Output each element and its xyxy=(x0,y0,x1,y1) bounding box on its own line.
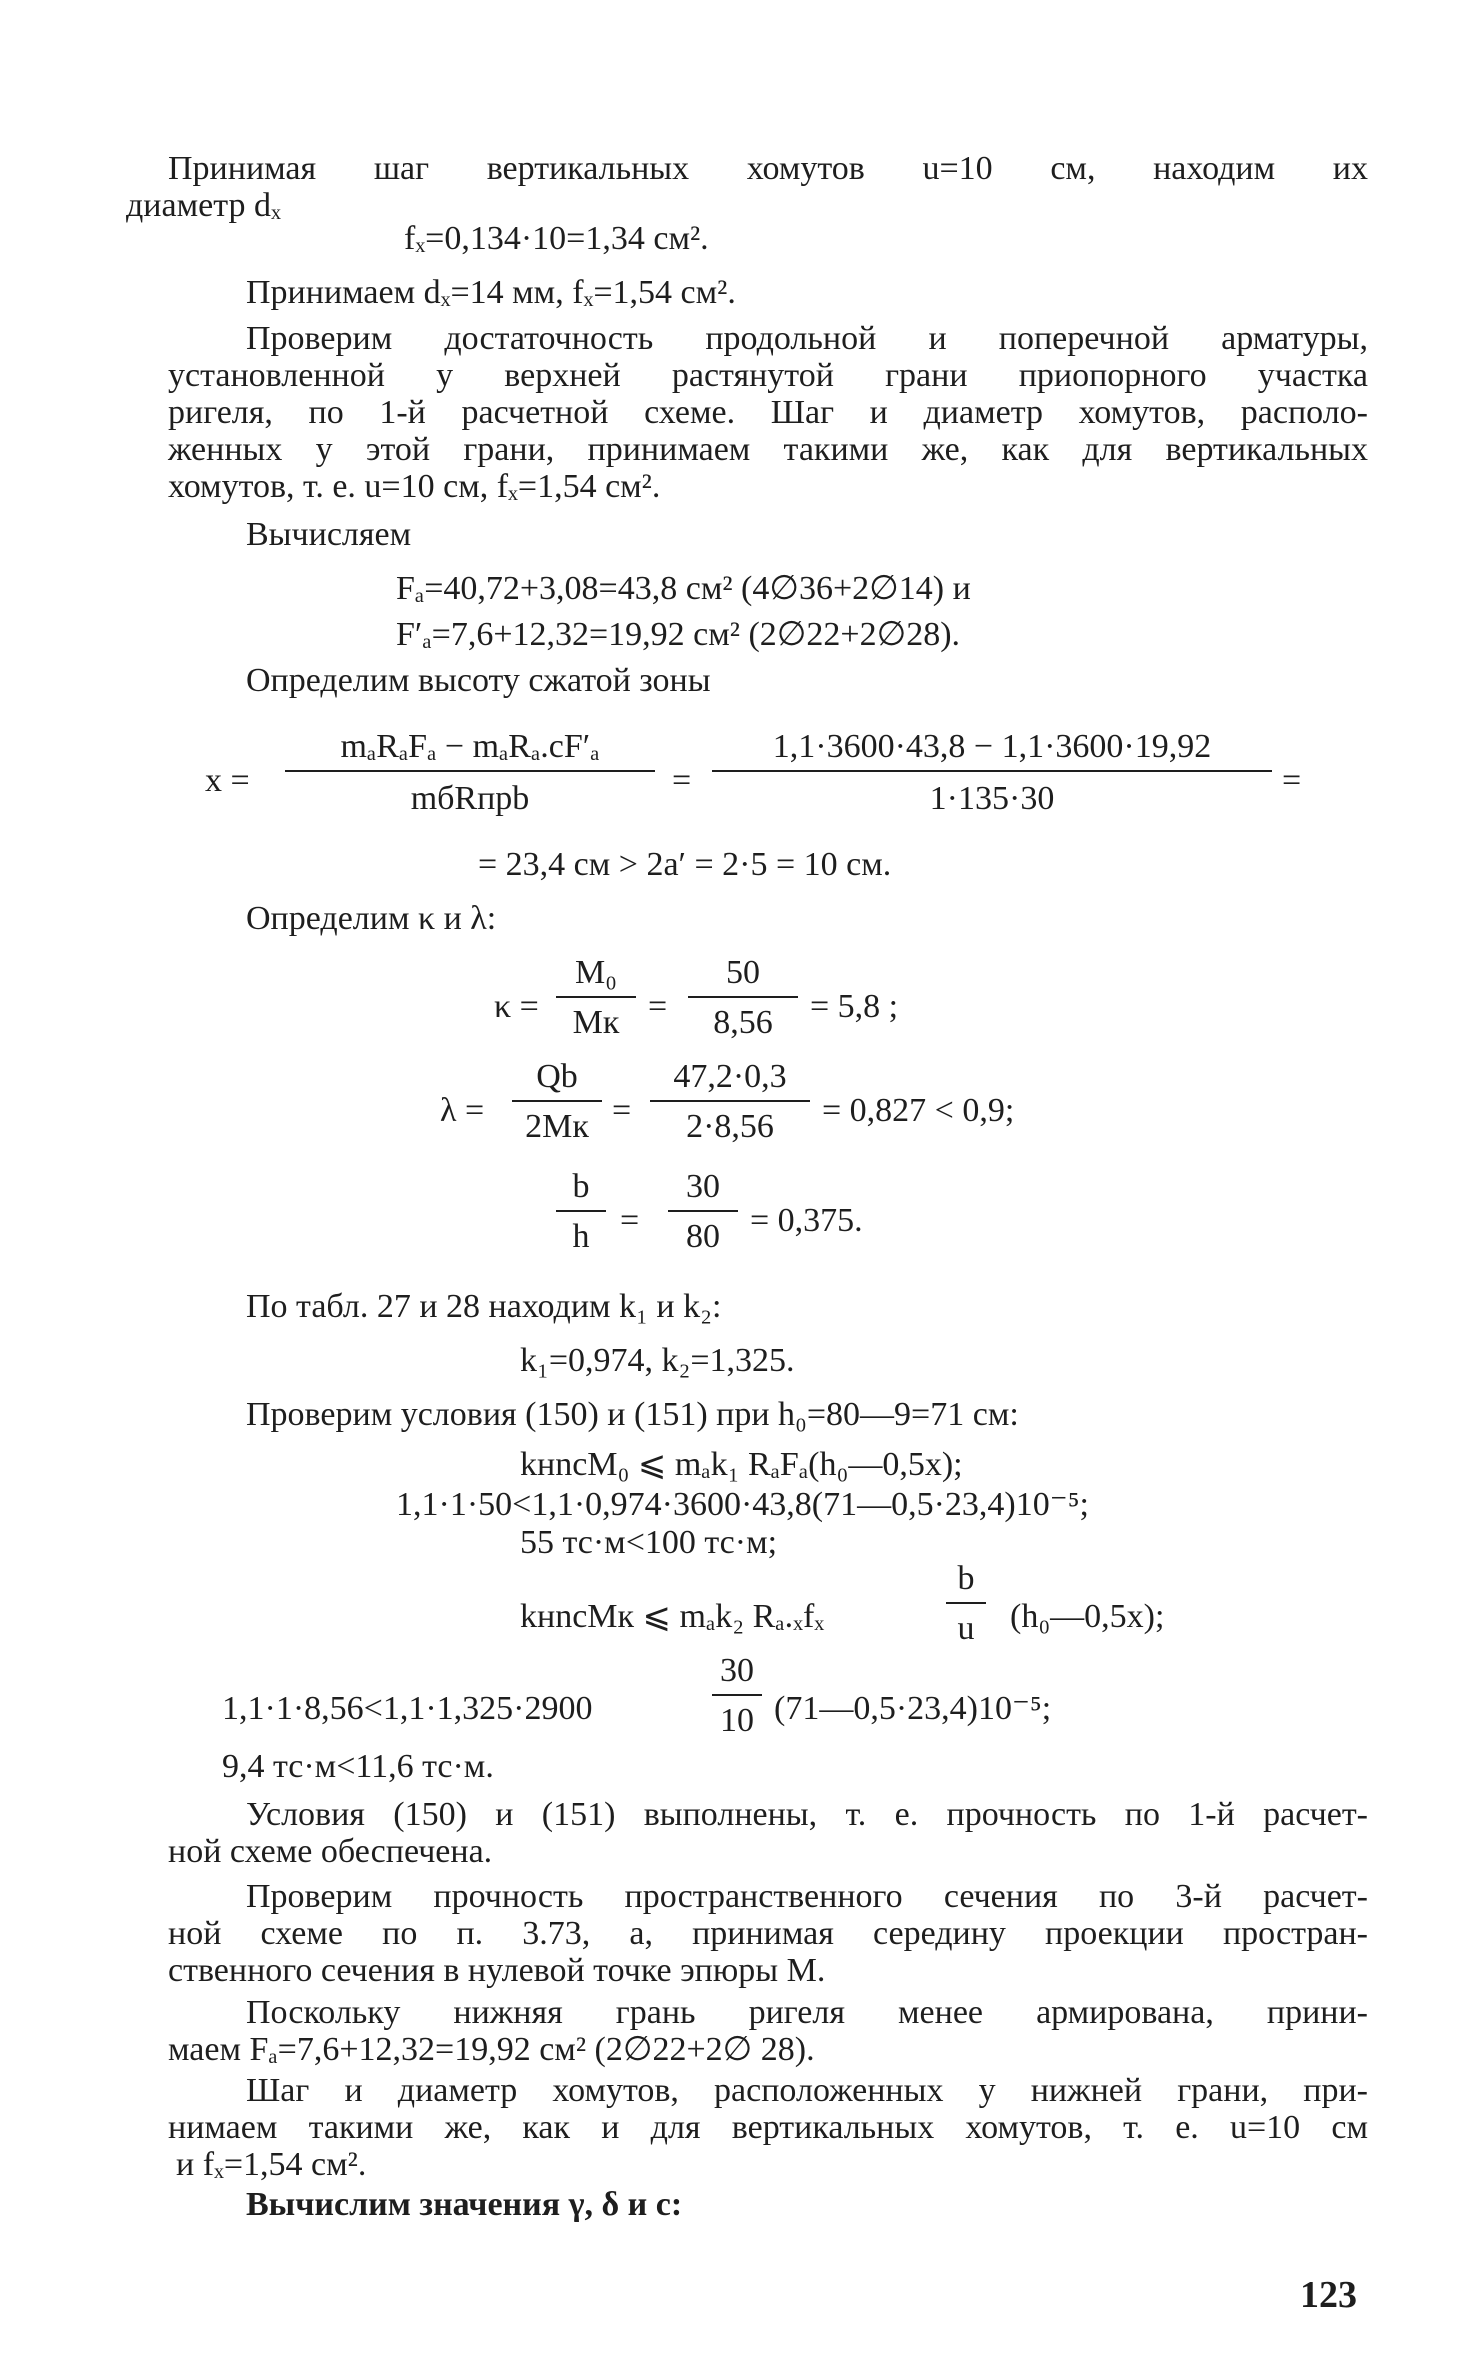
text-line: Поскольку нижняя грань ригеля менее армирована, прини- xyxy=(246,1994,1368,2031)
fraction-numerator: 30 xyxy=(720,1652,754,1689)
paragraph-compressed-zone-intro: Определим высоту сжатой зоны xyxy=(246,662,711,699)
fraction-denominator: u xyxy=(957,1610,975,1647)
formula-k-values: k₁=0,974, k₂=1,325. xyxy=(520,1342,795,1379)
formula-kappa-lhs: κ = xyxy=(494,988,539,1025)
formula-kappa-result: = 5,8 ; xyxy=(810,988,899,1025)
equals-sign: = xyxy=(648,988,668,1025)
fraction-numerator: 30 xyxy=(686,1168,720,1205)
fraction-bar xyxy=(946,1602,986,1604)
fraction-bar xyxy=(712,1694,762,1696)
paragraph-lower-stirrups xyxy=(168,2072,1368,2183)
condition-151-symbolic-right: (h₀—0,5x); xyxy=(1010,1598,1165,1635)
formula-x-lhs: x = xyxy=(205,762,250,799)
paragraph-compute-gamma-delta-c: Вычислим значения γ, δ и c: xyxy=(246,2186,683,2223)
fraction-numerator: b xyxy=(957,1560,975,1597)
paragraph-spatial-section xyxy=(168,1878,1368,1989)
fraction-x-numeric-numerator: 1,1·3600·43,8 − 1,1·3600·19,92 xyxy=(772,728,1212,765)
equals-sign: = xyxy=(620,1202,640,1239)
equals-sign: = xyxy=(612,1092,632,1129)
condition-151-symbolic-left: kнnсMк ⩽ mₐk₂ Rₐ.ₓfₓ xyxy=(520,1598,825,1635)
text-line: Принимая шаг вертикальных хомутов u=10 см, находим их xyxy=(168,150,1368,187)
formula-lambda-lhs: λ = xyxy=(440,1092,485,1129)
fraction-x-numeric-denominator: 1·135·30 xyxy=(929,780,1055,817)
fraction-denominator: 2·8,56 xyxy=(686,1108,774,1145)
text-line: Шаг и диаметр хомутов, расположенных у нижней грани, при- xyxy=(246,2072,1368,2109)
paragraph-stirrup-step xyxy=(126,150,1368,224)
fraction-x-symbolic-numerator: mₐRₐFₐ − mₐRₐ.сF′ₐ xyxy=(340,728,600,765)
fraction-bar xyxy=(556,996,636,998)
condition-150-result: 55 тс·м<100 тс·м; xyxy=(520,1524,778,1561)
paragraph-check-reinforcement xyxy=(168,320,1368,505)
text-line: ригеля, по 1-й расчетной схеме. Шаг и диаметр хомутов, располо- xyxy=(168,394,1368,431)
fraction-numerator: b xyxy=(572,1168,590,1205)
equals-sign: = xyxy=(1282,762,1302,799)
fraction-numerator: M₀ xyxy=(574,954,618,991)
formula-x-result: = 23,4 см > 2a′ = 2·5 = 10 см. xyxy=(478,846,892,883)
fraction-denominator: h xyxy=(572,1218,590,1255)
equals-sign: = xyxy=(672,762,692,799)
fraction-bar xyxy=(668,1210,738,1212)
condition-150-numeric: 1,1·1·50<1,1·0,974·3600·43,8(71—0,5·23,4)10⁻⁵; xyxy=(396,1486,1089,1523)
fraction-bar xyxy=(556,1210,606,1212)
fraction-numerator: 50 xyxy=(726,954,760,991)
fraction-bar xyxy=(688,996,798,998)
paragraph-compute-intro: Вычисляем xyxy=(246,516,412,553)
formula-fx: fₓ=0,134·10=1,34 см². xyxy=(404,220,709,257)
formula-Fa: Fₐ=40,72+3,08=43,8 см² (4∅36+2∅14) и xyxy=(396,570,971,607)
text-line: маем Fₐ=7,6+12,32=19,92 см² (2∅22+2∅ 28). xyxy=(168,2031,815,2068)
fraction-denominator: 10 xyxy=(720,1702,754,1739)
fraction-x-symbolic-denominator: mбRпрb xyxy=(410,780,530,817)
fraction-denominator: Mк xyxy=(572,1004,620,1041)
condition-151-numeric-left: 1,1·1·8,56<1,1·1,325·2900 xyxy=(222,1690,593,1727)
text-line: и fₓ=1,54 см². xyxy=(176,2146,367,2183)
condition-151-numeric-right: (71—0,5·23,4)10⁻⁵; xyxy=(774,1690,1052,1727)
text-line: хомутов, т. е. u=10 см, fₓ=1,54 см². xyxy=(168,468,661,505)
fraction-denominator: 80 xyxy=(686,1218,720,1255)
fraction-denominator: 8,56 xyxy=(713,1004,773,1041)
condition-151-result: 9,4 тс·м<11,6 тс·м. xyxy=(222,1748,494,1785)
text-line: ственного сечения в нулевой точке эпюры M. xyxy=(168,1952,826,1989)
text-line: диаметр dₓ xyxy=(126,187,281,224)
text-line: Условия (150) и (151) выполнены, т. е. прочность по 1-й расчет- xyxy=(246,1796,1368,1833)
text-line: женных у этой грани, принимаем такими же, как для вертикальных xyxy=(168,431,1368,468)
fraction-numerator: Qb xyxy=(536,1058,578,1095)
fraction-bar xyxy=(285,770,655,772)
text-line: установленной у верхней растянутой грани приопорного участка xyxy=(168,357,1368,394)
text-line: ной схеме по п. 3.73, а, принимая середину проекции простран- xyxy=(168,1915,1368,1952)
formula-Fa-prime: F′ₐ=7,6+12,32=19,92 см² (2∅22+2∅28). xyxy=(396,616,961,653)
paragraph-kappa-lambda-intro: Определим κ и λ: xyxy=(246,900,497,937)
paragraph-check-conditions: Проверим условия (150) и (151) при h₀=80—9=71 см: xyxy=(246,1396,1019,1433)
formula-bh-result: = 0,375. xyxy=(750,1202,863,1239)
fraction-bar xyxy=(650,1100,810,1102)
fraction-denominator: 2Mк xyxy=(525,1108,589,1145)
text-line: Проверим прочность пространственного сечения по 3-й расчет- xyxy=(246,1878,1368,1915)
text-line: Проверим достаточность продольной и поперечной арматуры, xyxy=(246,320,1368,357)
text-line: нимаем такими же, как и для вертикальных хомутов, т. е. u=10 см xyxy=(168,2109,1368,2146)
fraction-bar xyxy=(712,770,1272,772)
condition-150-symbolic: kнnсM₀ ⩽ mₐk₁ RₐFₐ(h₀—0,5x); xyxy=(520,1446,963,1483)
fraction-numerator: 47,2·0,3 xyxy=(673,1058,787,1095)
paragraph-conditions-met xyxy=(168,1796,1368,1870)
formula-lambda-result: = 0,827 < 0,9; xyxy=(822,1092,1015,1129)
fraction-bar xyxy=(512,1100,602,1102)
paragraph-accept-dx: Принимаем dₓ=14 мм, fₓ=1,54 см². xyxy=(246,274,736,311)
text-line: ной схеме обеспечена. xyxy=(168,1833,493,1870)
paragraph-table-lookup: По табл. 27 и 28 находим k₁ и k₂: xyxy=(246,1288,722,1325)
paragraph-lower-face xyxy=(168,1994,1368,2068)
page-number: 123 xyxy=(1300,2274,1357,2316)
